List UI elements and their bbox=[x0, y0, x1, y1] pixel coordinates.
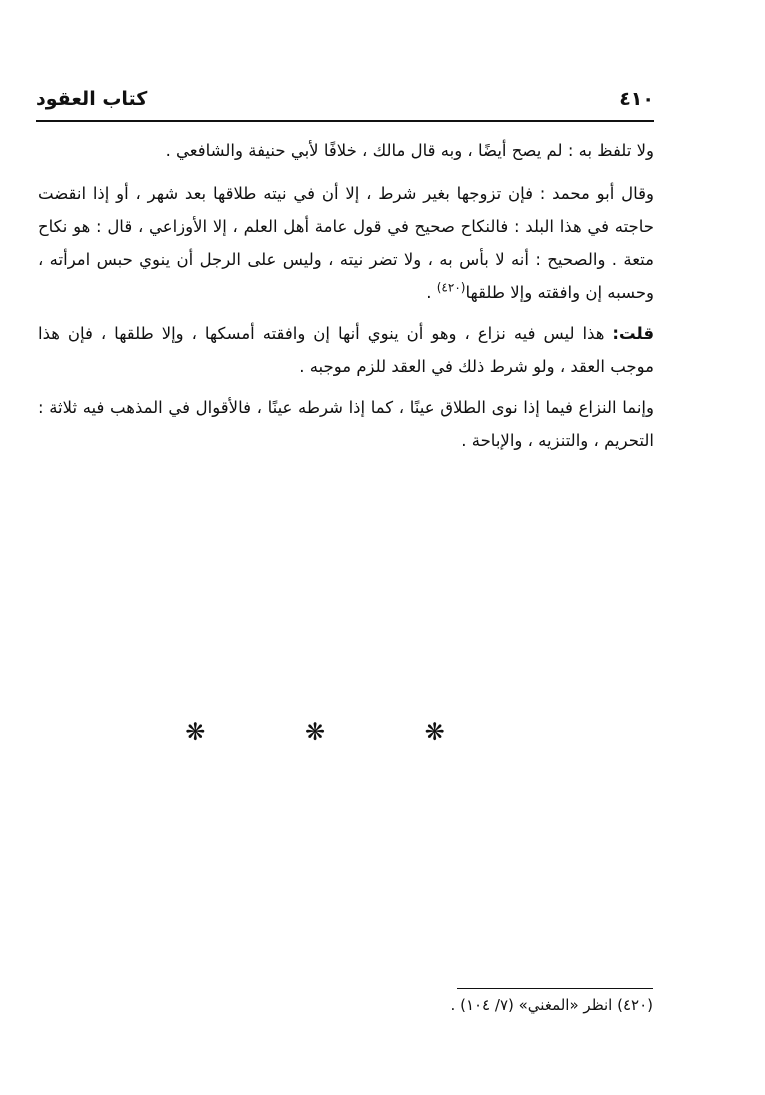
paragraph bbox=[38, 177, 654, 309]
paragraph-end: . bbox=[426, 283, 437, 302]
page-number: ٤١٠ bbox=[619, 88, 654, 110]
page-header bbox=[36, 82, 654, 122]
paragraph-text: هذا ليس فيه نزاع ، وهو أن ينوي أنها إن وافقته أمسكها ، وإلا طلقها ، فإن هذا موجب العقد ، ولو شرط ذلك في العقد للزم موجبه . bbox=[38, 324, 654, 376]
paragraph bbox=[38, 317, 654, 383]
paragraph-text: وإنما النزاع فيما إذا نوى الطلاق عينًا ، كما إذا شرطه عينًا ، فالأقوال في المذهب فيه ثلاثة : التحريم ، والتنزيه ، والإباحة . bbox=[38, 398, 654, 450]
footnote-rule bbox=[457, 988, 653, 989]
main-text bbox=[38, 134, 654, 465]
running-title: كتاب العقود bbox=[36, 88, 148, 110]
paragraph-lead: قلت: bbox=[612, 324, 654, 343]
paragraph bbox=[38, 391, 654, 457]
paragraph-text: ولا تلفظ به : لم يصح أيضًا ، وبه قال مالك ، خلافًا لأبي حنيفة والشافعي . bbox=[165, 141, 654, 160]
paragraph-text: وقال أبو محمد : فإن تزوجها بغير شرط ، إلا أن في نيته طلاقها بعد شهر ، أو إذا انقضت حاجته في هذا البلد : فالنكاح صحيح في قول عامة أهل العلم ، إلا الأوزاعي ، قال : هو نكاح متعة . والصحيح : أنه لا بأس به ، ولا تضر نيته ، وليس على الرجل أن ينوي حبس امرأته ، وحسبه إن وافقته وإلا طلقها bbox=[38, 184, 654, 302]
section-separator-ornament: ❋ ❋ ❋ bbox=[185, 718, 491, 746]
footnote-reference[interactable]: (٤٢٠) bbox=[436, 280, 466, 295]
footnote: (٤٢٠) انظر «المغني» (٧/ ١٠٤) . bbox=[450, 996, 653, 1014]
paragraph bbox=[38, 134, 654, 167]
